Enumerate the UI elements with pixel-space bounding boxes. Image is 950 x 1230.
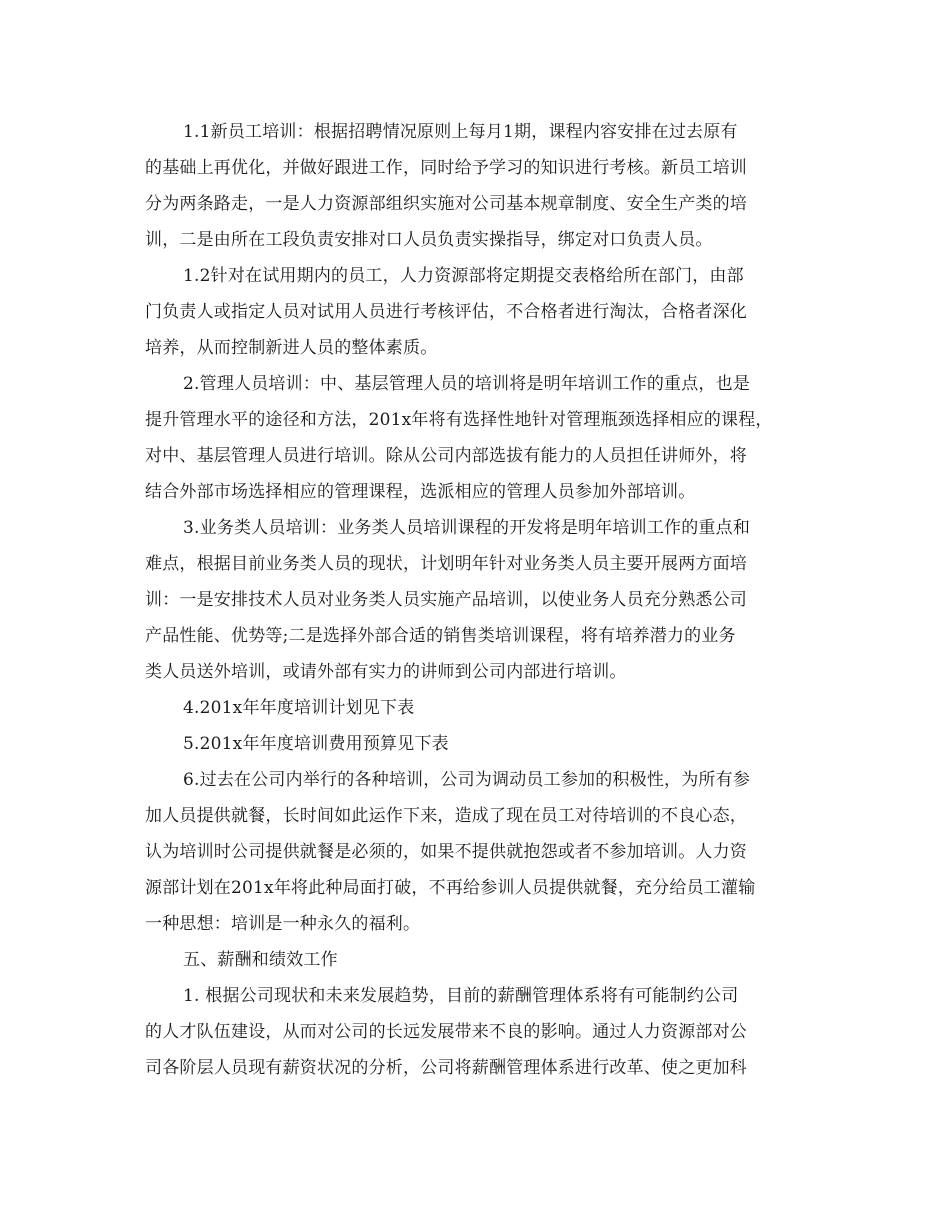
text-line: 的基础上再优化，并做好跟进工作，同时给予学习的知识进行考核。新员工培训 <box>145 158 747 178</box>
text-line: 6.过去在公司内举行的各种培训，公司为调动员工参加的积极性，为所有参 <box>183 770 751 790</box>
text-line: 类人员送外培训，或请外部有实力的讲师到公司内部进行培训。 <box>145 662 627 682</box>
section-heading: 五、薪酬和绩效工作 <box>183 950 338 970</box>
text-line: 难点，根据目前业务类人员的现状，计划明年针对业务类人员主要开展两方面培 <box>145 554 747 574</box>
text-line: 对中、基层管理人员进行培训。除从公司内部选拔有能力的人员担任讲师外，将 <box>145 446 747 466</box>
text-line: 1.2针对在试用期内的员工，人力资源部将定期提交表格给所在部门，由部 <box>183 266 744 286</box>
text-line: 加人员提供就餐，长时间如此运作下来，造成了现在员工对待培训的不良心态， <box>145 806 747 826</box>
text-line: 司各阶层人员现有薪资状况的分析，公司将薪酬管理体系进行改革、使之更加科 <box>145 1058 747 1078</box>
text-line: 产品性能、优势等;二是选择外部合适的销售类培训课程，将有培养潜力的业务 <box>145 626 736 646</box>
text-line: 2.管理人员培训：中、基层管理人员的培训将是明年培训工作的重点，也是 <box>183 374 751 394</box>
text-line: 的人才队伍建设，从而对公司的长远发展带来不良的影响。通过人力资源部对公 <box>145 1022 747 1042</box>
text-line: 1.1新员工培训：根据招聘情况原则上每月1期，课程内容安排在过去原有 <box>183 122 738 142</box>
text-line: 训，二是由所在工段负责安排对口人员负责实操指导，绑定对口负责人员。 <box>145 230 713 250</box>
text-line: 3.业务类人员培训：业务类人员培训课程的开发将是明年培训工作的重点和 <box>183 518 751 538</box>
text-line: 结合外部市场选择相应的管理课程，选派相应的管理人员参加外部培训。 <box>145 482 696 502</box>
text-line: 5.201x年年度培训费用预算见下表 <box>183 734 449 754</box>
text-line: 分为两条路走，一是人力资源部组织实施对公司基本规章制度、安全生产类的培 <box>145 194 747 214</box>
text-line: 提升管理水平的途径和方法，201x年将有选择性地针对管理瓶颈选择相应的课程， <box>145 410 773 430</box>
text-line: 门负责人或指定人员对试用人员进行考核评估，不合格者进行淘汰，合格者深化 <box>145 302 747 322</box>
text-line: 认为培训时公司提供就餐是必须的，如果不提供就抱怨或者不参加培训。人力资 <box>145 842 747 862</box>
text-line: 源部计划在201x年将此种局面打破，不再给参训人员提供就餐，充分给员工灌输 <box>145 878 756 898</box>
text-line: 4.201x年年度培训计划见下表 <box>183 698 415 718</box>
text-line: 1. 根据公司现状和未来发展趋势，目前的薪酬管理体系将有可能制约公司 <box>183 986 739 1006</box>
text-line: 一种思想：培训是一种永久的福利。 <box>145 914 421 934</box>
text-line: 训：一是安排技术人员对业务类人员实施产品培训，以使业务人员充分熟悉公司 <box>145 590 747 610</box>
text-line: 培养，从而控制新进人员的整体素质。 <box>145 338 438 358</box>
